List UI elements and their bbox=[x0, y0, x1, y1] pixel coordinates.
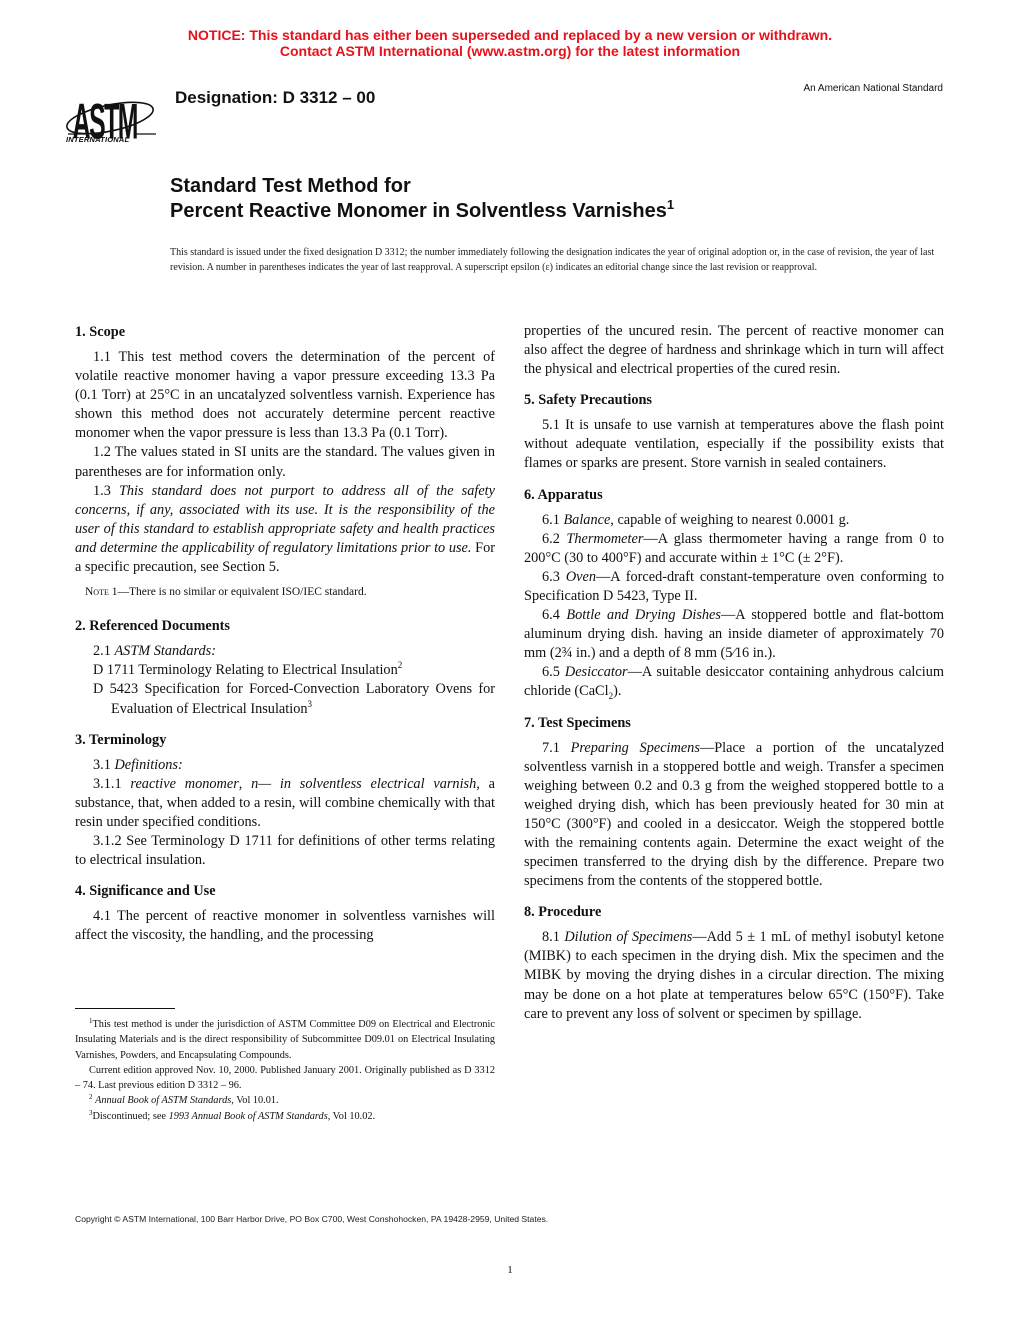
footnote-divider bbox=[75, 1008, 175, 1009]
separator: , bbox=[238, 775, 252, 792]
paragraph-4-1: 4.1 The percent of reactive monomer in solventless varnishes will affect the viscosity, the handling, and the processing bbox=[75, 908, 495, 944]
para-term: Dilution of Specimens bbox=[564, 929, 693, 946]
section-heading: 4. Significance and Use bbox=[75, 883, 216, 900]
apparatus-desiccator bbox=[524, 663, 944, 701]
para-term: Definitions: bbox=[114, 756, 183, 773]
para-number: 6.2 bbox=[542, 530, 567, 547]
title-line-1: Standard Test Method for bbox=[170, 175, 411, 197]
page-number: 1 bbox=[507, 1264, 513, 1276]
para-text: For a specific precaution, see Section 5. bbox=[75, 539, 495, 576]
paragraph-1-1: 1.1 This test method covers the determination of the percent of volatile reactive monomer having a vapor pressure exceeding 13.3 Pa (0.1 Torr) at 25°C in an uncatalyzed solventless varnish. Experience has shown this method does not accurately determine percent reactive monomer when the vapor pressure is less than 13.3 Pa (0.1 Torr). bbox=[75, 349, 495, 442]
left-column bbox=[75, 322, 495, 956]
title-footnote-mark[interactable]: 1 bbox=[666, 197, 675, 212]
section-test-specimens bbox=[524, 713, 944, 892]
para-number: 3.1 bbox=[93, 756, 115, 773]
footnote-mark: 2 bbox=[89, 1093, 93, 1102]
paragraph-3-1-1 bbox=[75, 775, 495, 832]
section-heading: 7. Test Specimens bbox=[524, 714, 631, 731]
section-safety-precautions bbox=[524, 390, 944, 473]
reference-d1711 bbox=[75, 661, 495, 680]
notice-line-1: NOTICE: This standard has either been superseded and replaced by a new version or withdrawn. bbox=[187, 27, 833, 43]
svg-text:ASTM: ASTM bbox=[72, 94, 139, 148]
section-heading: 5. Safety Precautions bbox=[524, 392, 652, 409]
footnote-mark: 3 bbox=[89, 1108, 93, 1117]
section-heading: 1. Scope bbox=[75, 324, 126, 340]
document-title bbox=[170, 174, 674, 224]
apparatus-term: Desiccator bbox=[564, 664, 628, 681]
section-referenced-documents bbox=[75, 616, 495, 718]
apparatus-text: —A suitable desiccator containing anhydrous calcium chloride (CaCl bbox=[524, 664, 944, 700]
para-number: 6.3 bbox=[542, 568, 566, 585]
withdrawal-notice bbox=[0, 27, 1020, 59]
apparatus-text: —A forced-draft constant-temperature oven conforming to Specification D 5423, Type II. bbox=[524, 568, 945, 604]
footnote-1 bbox=[75, 1017, 495, 1063]
section-heading: 8. Procedure bbox=[524, 904, 602, 921]
para-text: —Add 5 ± 1 mL of methyl isobutyl ketone (MIBK) to each specimen in the drying dish. Mix the specimen and the MIBK by moving the drying dishes in a circular direction. The mixing may be done on a hot plate at temperatures below 65°C (150°F). Take care to prevent any loss of solvent or specimen by spillage. bbox=[524, 929, 944, 1022]
para-number: 7.1 bbox=[542, 739, 571, 756]
copyright-notice: Copyright © ASTM International, 100 Barr Harbor Drive, PO Box C700, West Conshohocken, PA 19428-2959, United States. bbox=[75, 1214, 549, 1224]
issuance-notice: This standard is issued under the fixed designation D 3312; the number immediately following the designation indicates the year of original adoption or, in the case of revision, the year of last revision. A number in parentheses indicates the year of last reapproval. A superscript epsilon (ε) indicates an editorial change since the last revision or reapproval. bbox=[170, 247, 935, 273]
section-heading: 3. Terminology bbox=[75, 731, 167, 748]
apparatus-balance bbox=[524, 511, 944, 530]
logo-caption: INTERNATIONAL bbox=[66, 135, 130, 144]
apparatus-thermometer bbox=[524, 530, 944, 568]
footnote-title: Annual Book of ASTM Standards bbox=[95, 1095, 232, 1107]
para-number: 6.4 bbox=[542, 607, 567, 624]
apparatus-term: Balance bbox=[563, 511, 611, 528]
footnote-mark[interactable]: 3 bbox=[307, 698, 313, 709]
para-number: 3.1.1 bbox=[93, 775, 131, 792]
para-number: 2.1 bbox=[93, 643, 115, 660]
footnote-text: This test method is under the jurisdiction of ASTM Committee D09 on Electrical and Electronic Insulating Materials and is the direct responsibility of Subcommittee D09.01 on Electrical Insulating Varnishes, Powders, and Encapsulating Compounds. bbox=[75, 1019, 495, 1061]
footnote-1-edition: Current edition approved Nov. 10, 2000. Published January 2001. Originally published as D 3312 – 74. Last previous edition D 3312 – 96. bbox=[75, 1064, 495, 1092]
footnote-mark[interactable]: 2 bbox=[397, 660, 403, 671]
note-text: —There is no similar or equivalent ISO/IEC standard. bbox=[117, 586, 367, 599]
paragraph-1-3 bbox=[75, 482, 495, 577]
section-procedure bbox=[524, 902, 944, 1023]
section-heading: 6. Apparatus bbox=[524, 486, 603, 503]
apparatus-term: Bottle and Drying Dishes bbox=[566, 607, 721, 624]
defined-term: reactive monomer bbox=[130, 775, 239, 792]
footnote-text: Discontinued; see bbox=[92, 1110, 169, 1122]
note-label: Note 1 bbox=[85, 586, 118, 599]
footnote-mark: 1 bbox=[89, 1017, 93, 1025]
section-significance bbox=[75, 881, 495, 945]
section-scope bbox=[75, 322, 495, 602]
section-heading: 2. Referenced Documents bbox=[75, 618, 230, 635]
right-column bbox=[524, 322, 944, 1035]
term-context: n— in solventless electrical varnish bbox=[251, 775, 477, 792]
apparatus-term: Oven bbox=[565, 568, 596, 585]
national-standard-label: An American National Standard bbox=[803, 83, 943, 94]
definition-text: , a substance, that, when added to a resin, will combine chemically with that resin under specified conditions. bbox=[75, 775, 496, 830]
paragraph-2-1 bbox=[75, 642, 495, 661]
footnote-title: 1993 Annual Book of ASTM Standards bbox=[168, 1110, 328, 1122]
paragraph-7-1 bbox=[524, 739, 944, 892]
section-apparatus bbox=[524, 485, 944, 702]
para-number: 6.1 bbox=[542, 511, 564, 528]
subscript: 2 bbox=[608, 691, 614, 702]
designation: Designation: D 3312 – 00 bbox=[175, 88, 376, 107]
paragraph-3-1 bbox=[75, 756, 495, 775]
apparatus-text: —A stoppered bottle and flat-bottom aluminum drying dish. having an inside diameter of approximately 70 mm (2¾ in.) and a depth of 8 mm (5⁄16 in.). bbox=[524, 607, 944, 662]
footnote-2 bbox=[75, 1093, 495, 1108]
safety-disclaimer: This standard does not purport to address all of the safety concerns, if any, associated with its use. It is the responsibility of the user of this standard to establish appropriate safety and health practices and determine the applicability of regulatory limitations prior to use. bbox=[75, 482, 495, 556]
para-number: 1.3 bbox=[93, 482, 119, 499]
reference-text[interactable]: D 5423 Specification for Forced-Convection Laboratory Ovens for Evaluation of Electrical Insulation bbox=[93, 681, 495, 717]
footnote-3 bbox=[75, 1109, 495, 1124]
footnote-text: , Vol 10.01. bbox=[231, 1095, 279, 1107]
para-text: —Place a portion of the uncatalyzed solventless varnish in a stoppered bottle and weigh. Transfer a specimen weighing between 0.2 and 0.3 g from the weighed stoppered bottle to a weighed drying dish, which has been previously heated for 30 min at 150°C (300°F) and cooled in a desiccator. Weigh the stoppered bottle with the remaining contents again. Determine the exact weight of the specimen transferred to the drying dish by the difference. Prepare two specimens from the contents of the stoppered bottle. bbox=[524, 739, 944, 890]
reference-text[interactable]: D 1711 Terminology Relating to Electrical Insulation bbox=[93, 662, 398, 679]
title-text: Percent Reactive Monomer in Solventless Varnishes bbox=[170, 200, 667, 222]
title-line-2 bbox=[170, 199, 674, 224]
apparatus-term: Thermometer bbox=[566, 530, 644, 547]
footnote-text: , Vol 10.02. bbox=[327, 1110, 376, 1122]
apparatus-text: ). bbox=[613, 683, 622, 700]
section-significance-continued bbox=[524, 322, 944, 379]
section-terminology bbox=[75, 730, 495, 871]
para-term: Preparing Specimens bbox=[570, 739, 700, 756]
para-term: ASTM Standards: bbox=[114, 643, 216, 660]
notice-line-2: Contact ASTM International (www.astm.org) for the latest information bbox=[279, 43, 741, 59]
reference-d5423 bbox=[75, 680, 495, 718]
paragraph-3-1-2: 3.1.2 See Terminology D 1711 for definitions of other terms relating to electrical insulation. bbox=[75, 832, 495, 869]
footnotes bbox=[75, 1017, 495, 1124]
apparatus-text: —A glass thermometer having a range from 0 to 200°C (30 to 400°F) and accurate within ± 1°C (± 2°F). bbox=[524, 530, 944, 566]
apparatus-oven bbox=[524, 568, 944, 606]
paragraph-5-1: 5.1 It is unsafe to use varnish at temperatures above the flash point without adequate ventilation, especially if the possibility exists that flames or sparks are present. Store varnish in sealed containers. bbox=[524, 417, 944, 472]
para-number: 8.1 bbox=[542, 929, 565, 946]
paragraph-8-1 bbox=[524, 928, 944, 1023]
paragraph-1-2: 1.2 The values stated in SI units are the standard. The values given in parentheses are for information only. bbox=[75, 444, 495, 480]
para-number: 6.5 bbox=[542, 664, 565, 681]
note-1 bbox=[75, 583, 495, 602]
apparatus-text: , capable of weighing to nearest 0.0001 g. bbox=[610, 511, 850, 528]
paragraph-4-1-continued: properties of the uncured resin. The percent of reactive monomer can also affect the degree of hardness and shrinkage which in turn will affect the physical and electrical properties of the cured resin. bbox=[524, 323, 944, 378]
apparatus-bottle-dishes bbox=[524, 606, 944, 663]
